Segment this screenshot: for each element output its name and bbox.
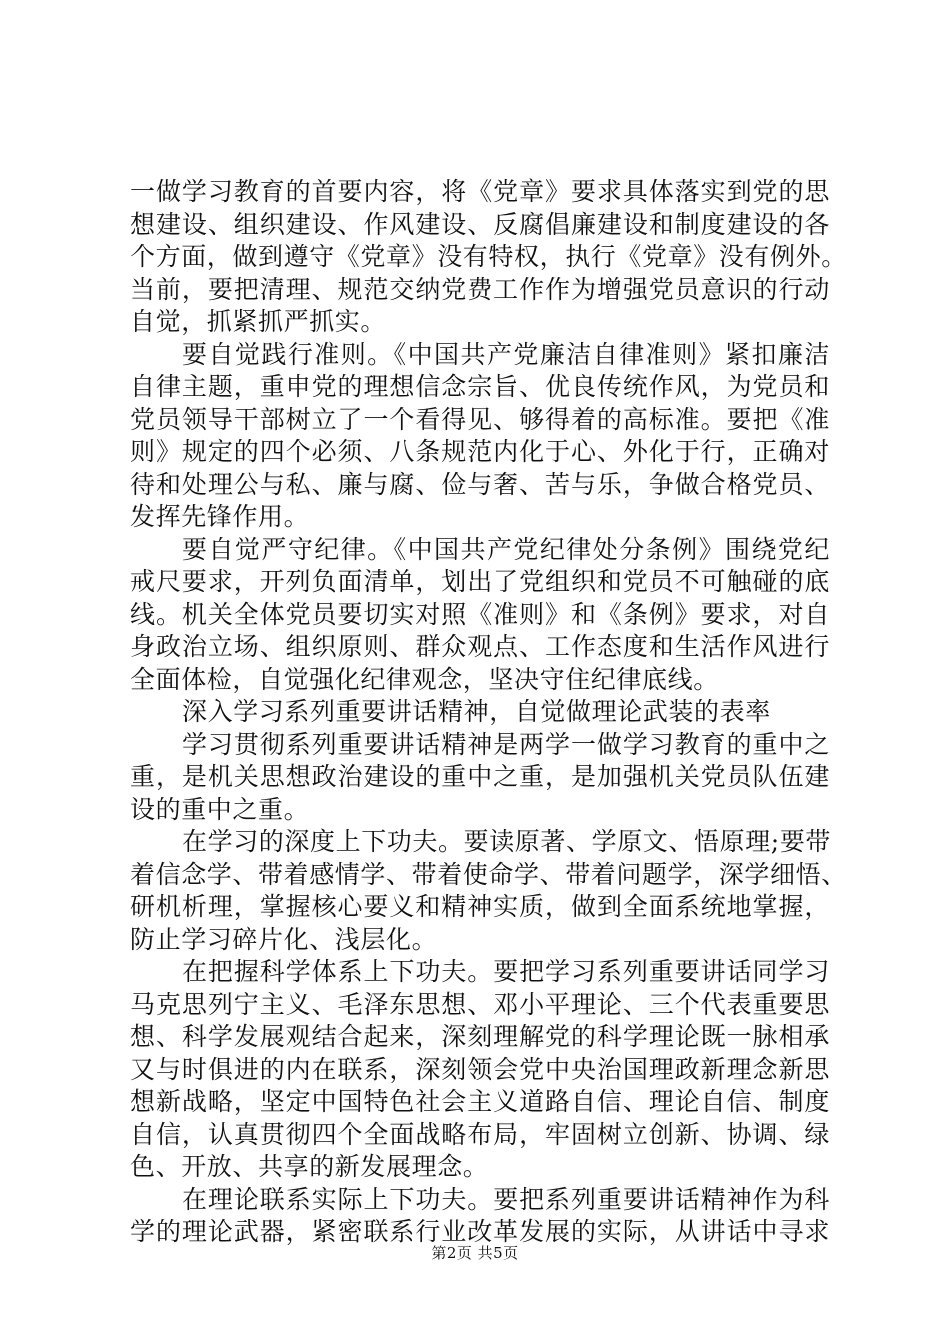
text-line: 学的理论武器，紧密联系行业改革发展的实际，从讲话中寻求 bbox=[130, 1217, 830, 1246]
text-line: 在把握科学体系上下功夫。要把学习系列重要讲话同学习 bbox=[182, 957, 830, 986]
text-line: 自律主题，重申党的理想信念宗旨、优良传统作风，为党员和 bbox=[130, 372, 830, 401]
text-line: 戒尺要求，开列负面清单，划出了党组织和党员不可触碰的底 bbox=[130, 567, 830, 596]
text-line: 身政治立场、组织原则、群众观点、工作态度和生活作风进行 bbox=[130, 632, 830, 661]
text-line: 当前，要把清理、规范交纳党费工作作为增强党员意识的行动 bbox=[130, 274, 830, 304]
text-line: 深入学习系列重要讲话精神，自觉做理论武装的表率 bbox=[182, 697, 771, 726]
text-line: 设的重中之重。 bbox=[130, 794, 310, 824]
text-line: 想建设、组织建设、作风建设、反腐倡廉建设和制度建设的各 bbox=[130, 209, 830, 239]
text-line: 自觉，抓紧抓严抓实。 bbox=[130, 307, 387, 336]
text-line: 在理论联系实际上下功夫。要把系列重要讲话精神作为科 bbox=[182, 1184, 830, 1214]
page-footer: 第2页 共5页 bbox=[431, 1244, 519, 1262]
text-line: 着信念学、带着感情学、带着使命学、带着问题学，深学细悟、 bbox=[130, 859, 847, 889]
text-line: 防止学习碎片化、浅层化。 bbox=[130, 924, 438, 954]
text-line: 色、开放、共享的新发展理念。 bbox=[130, 1152, 489, 1181]
text-line: 党员领导干部树立了一个看得见、够得着的高标准。要把《准 bbox=[130, 404, 830, 434]
text-line: 研机析理，掌握核心要义和精神实质，做到全面系统地掌握， bbox=[130, 892, 830, 921]
text-line: 又与时俱进的内在联系，深刻领会党中央治国理政新理念新思 bbox=[130, 1054, 830, 1084]
text-line: 待和处理公与私、廉与腐、俭与奢、苦与乐，争做合格党员、 bbox=[130, 469, 830, 499]
text-line: 马克思列宁主义、毛泽东思想、邓小平理论、三个代表重要思 bbox=[130, 989, 830, 1019]
text-line: 想新战略，坚定中国特色社会主义道路自信、理论自信、制度 bbox=[130, 1087, 830, 1116]
text-line: 一做学习教育的首要内容，将《党章》要求具体落实到党的思 bbox=[130, 177, 830, 206]
text-line: 重，是机关思想政治建设的重中之重，是加强机关党员队伍建 bbox=[130, 762, 830, 791]
text-line: 要自觉严守纪律。《中国共产党纪律处分条例》围绕党纪 bbox=[182, 534, 830, 564]
text-line: 个方面，做到遵守《党章》没有特权，执行《党章》没有例外。 bbox=[130, 242, 847, 271]
text-line: 自信，认真贯彻四个全面战略布局，牢固树立创新、协调、绿 bbox=[130, 1119, 830, 1149]
document-body bbox=[130, 176, 847, 1249]
text-line: 学习贯彻系列重要讲话精神是两学一做学习教育的重中之 bbox=[182, 729, 830, 759]
text-line: 全面体检，自觉强化纪律观念，坚决守住纪律底线。 bbox=[130, 664, 719, 694]
text-line: 想、科学发展观结合起来，深刻理解党的科学理论既一脉相承 bbox=[130, 1022, 830, 1051]
text-line: 发挥先锋作用。 bbox=[130, 502, 310, 531]
text-line: 在学习的深度上下功夫。要读原著、学原文、悟原理;要带 bbox=[182, 827, 832, 856]
text-line: 线。机关全体党员要切实对照《准则》和《条例》要求，对自 bbox=[130, 599, 830, 629]
text-line: 则》规定的四个必须、八条规范内化于心、外化于行，正确对 bbox=[130, 437, 830, 466]
text-line: 要自觉践行准则。《中国共产党廉洁自律准则》紧扣廉洁 bbox=[182, 339, 830, 369]
